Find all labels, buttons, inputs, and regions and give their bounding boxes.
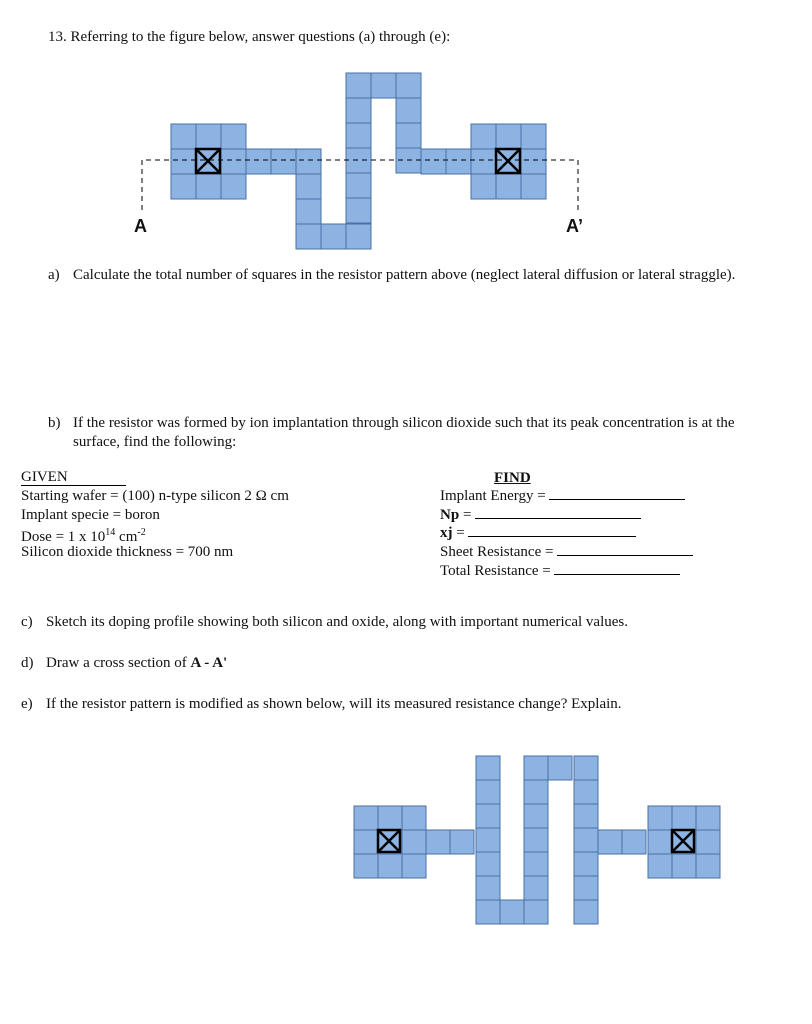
resistor-square [476,876,500,900]
resistor-square [402,854,426,878]
find-xj: xj = [440,524,636,542]
part-b-line1: If the resistor was formed by ion implantation through silicon dioxide such that its peak concentration is at the [73,415,735,431]
resistor-square [524,780,548,804]
part-e-letter: e) [21,696,33,712]
resistor-square [476,780,500,804]
question-title: 13. Referring to the figure below, answer questions (a) through (e): [48,29,451,45]
resistor-square [476,756,500,780]
resistor-square [648,806,672,830]
resistor-square [672,854,696,878]
resistor-square [354,830,378,854]
resistor-square [354,854,378,878]
given-specie: Implant specie = boron [21,507,160,523]
find-header: FIND [494,470,531,486]
part-b-line2: surface, find the following: [73,434,237,450]
resistor-square [574,876,598,900]
resistor-square [524,804,548,828]
given-oxide: Silicon dioxide thickness = 700 nm [21,544,234,560]
find-total: Total Resistance = [440,562,680,580]
part-a-letter: a) [48,267,60,283]
resistor-square [648,854,672,878]
part-d-letter: d) [21,655,34,671]
resistor-square [672,806,696,830]
label-a: A [134,216,147,236]
resistor-square [476,852,500,876]
resistor-square [696,830,720,854]
resistor-square [648,830,672,854]
part-a-text: Calculate the total number of squares in the resistor pattern above (neglect lateral diffusion or lateral straggle). [73,267,736,283]
resistor-square [354,806,378,830]
part-b-letter: b) [48,415,61,431]
resistor-square [378,806,402,830]
given-dose: Dose = 1 x $10^{14}$ $cm^{-2}$ [21,527,146,545]
part-c-text: Sketch its doping profile showing both silicon and oxide, along with important numerical values. [46,614,628,630]
resistor-square [574,804,598,828]
resistor-cells-2 [354,756,720,924]
resistor-square [524,900,548,924]
resistor-square [378,854,402,878]
resistor-square [574,780,598,804]
label-a-prime: A’ [566,216,584,236]
resistor-square [574,852,598,876]
resistor-square [696,806,720,830]
find-np: Np = [440,506,641,524]
resistor-square [476,900,500,924]
find-sheet: Sheet Resistance = [440,543,693,561]
resistor-square [574,828,598,852]
resistor-square [696,854,720,878]
resistor-square [524,828,548,852]
resistor-square [402,806,426,830]
resistor-square [548,756,572,780]
resistor-square [476,804,500,828]
find-energy: Implant Energy = [440,487,685,505]
resistor-square [524,876,548,900]
resistor-square [574,900,598,924]
resistor-square [622,830,646,854]
part-c-letter: c) [21,614,33,630]
resistor-square [476,828,500,852]
resistor-square [524,756,548,780]
part-e-text: If the resistor pattern is modified as shown below, will its measured resistance change? Explain. [46,696,622,712]
resistor-square [426,830,450,854]
resistor-square [402,830,426,854]
given-header: GIVEN [21,469,126,486]
resistor-square [450,830,474,854]
part-d-text: Draw a cross section of A - A' [46,655,228,671]
given-wafer: Starting wafer = (100) n-type silicon 2 Ω cm [21,488,289,504]
resistor-square [574,756,598,780]
resistor-square [598,830,622,854]
resistor-square [524,852,548,876]
resistor-square [500,900,524,924]
